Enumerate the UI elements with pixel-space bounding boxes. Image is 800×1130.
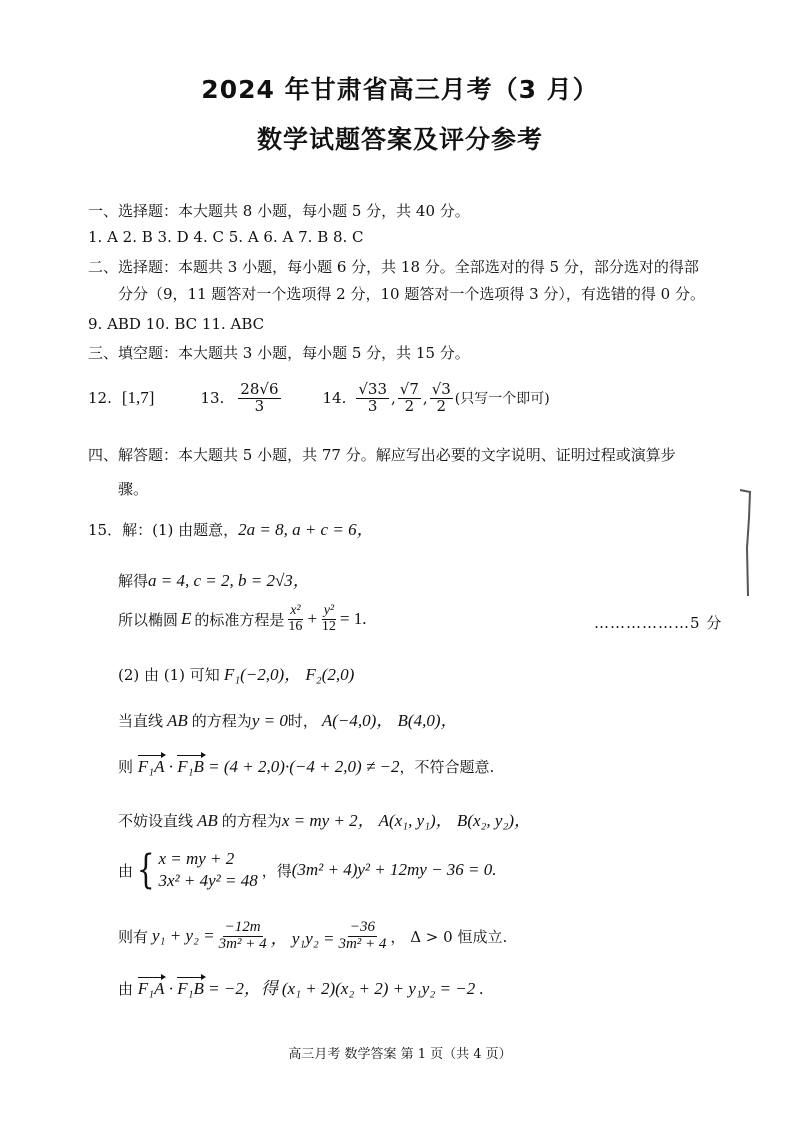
q15-l9-frac-2-num: −36 — [349, 919, 375, 935]
q15-l5-AB: AB — [167, 711, 188, 730]
section3-answers: 12. [1,7] 13. $\frac{28√6}{3}$ 14. $\frac{√33}{3}$ , $\frac{√7}{2}$ , $\frac{√3}{2}$ (只写一个即可) — [88, 380, 550, 415]
q15-l3-frac-y — [320, 604, 338, 634]
q15-l4-text: (2) 由 (1) 可知 — [118, 666, 220, 684]
q15-l7-text: 不妨设直线 — [118, 812, 194, 830]
q15-line-6 — [118, 756, 494, 777]
q15-l7-mid: 的方程为 — [221, 812, 282, 830]
q13-label: 13. — [200, 389, 225, 408]
q15-line-5 — [118, 706, 458, 731]
q15-line-2 — [118, 566, 310, 591]
q14-note: (只写一个即可) — [454, 391, 550, 408]
q15-l9-text: 则有 — [118, 927, 149, 946]
q15-l9-frac-2-den: 3m² + 4 — [338, 935, 387, 952]
q15-l5-tail: 时， — [287, 712, 318, 730]
q14-f2-numerator: √7 — [399, 380, 419, 398]
q15-l3-E: E — [181, 609, 192, 629]
section4-heading-line2: 骤。 — [118, 480, 149, 498]
q14-f1-denominator: 3 — [367, 396, 378, 415]
q15-l8-eq2: 3x² + 4y² = 48 — [158, 871, 258, 891]
q13-fraction — [238, 382, 280, 415]
section2-heading-line1: 二、选择题：本题共 3 小题，每小题 6 分，共 18 分。全部选对的得 5 分，部分选对的得部 — [88, 258, 699, 276]
q14-f3-denominator: 2 — [436, 396, 447, 415]
q15-l4-math: F₁(−2,0)， F₂(2,0) — [223, 665, 355, 684]
q15-l7-AB: AB — [197, 811, 218, 830]
section1-heading: 一、选择题：本大题共 8 小题，每小题 5 分，共 40 分。 — [88, 202, 470, 220]
q15-l3-frac-x-den: 16 — [288, 618, 303, 634]
q15-l8-math: (3m² + 4)y² + 12my − 36 = 0. — [291, 860, 497, 880]
q15-l8-text: 由 — [118, 861, 134, 880]
q15-l1-math: 2a = 8, a + c = 6， — [238, 520, 374, 539]
q14-fraction-1 — [356, 382, 389, 415]
q15-l6-tail: ，不符合题意. — [399, 758, 495, 776]
q14-fraction-2 — [398, 382, 421, 415]
q15-l8-eq1: x = my + 2 — [158, 849, 235, 868]
q15-l3-mid: 的标准方程是 — [194, 610, 285, 629]
q15-l3-text: 所以椭圆 — [118, 610, 179, 629]
q15-l9-frac-1 — [217, 920, 269, 953]
q15-l8-system — [158, 848, 257, 892]
system-brace-icon: { — [136, 847, 155, 894]
q15-l5-math: y = 0 — [251, 711, 288, 730]
section4-heading-line1: 四、解答题：本大题共 5 小题，共 77 分。解应写出必要的文字说明、证明过程或演算步 — [88, 446, 676, 464]
q15-line-7 — [118, 806, 531, 831]
q15-line-9 — [118, 920, 507, 953]
q12-label: 12. — [88, 389, 112, 408]
q15-l6-dot: · — [164, 757, 178, 776]
q15-l6-math: = (4 + 2,0)·(−4 + 2,0) ≠ −2 — [203, 757, 400, 776]
q13-numerator: 28√6 — [240, 380, 279, 398]
q15-score-mark: ………………5 分 — [594, 614, 723, 632]
q15-l10-math: = −2，得 — [203, 979, 278, 998]
q15-l5-text: 当直线 — [118, 712, 164, 730]
q15-l2-text: 解得 — [118, 572, 149, 590]
q15-l7-math: x = my + 2， A(x₁, y₁)， B(x₂, y₂)， — [281, 811, 532, 830]
q15-l2-math: a = 4, c = 2, b = 2√3， — [148, 571, 310, 590]
q15-line-3: 所以椭圆 E 的标准方程是 $\frac{\text{x²}}{16}$ + $\frac{\text{y²}}{12}$ = 1. — [118, 603, 367, 634]
q15-l1-text: 15．解：(1) 由题意， — [88, 521, 239, 539]
page-title: 2024 年甘肃省高三月考（3 月） — [201, 75, 599, 104]
q14-fraction-3 — [430, 382, 453, 415]
q15-l6-vector-1: F₁A — [137, 757, 165, 776]
section1-answers: 1. A 2. B 3. D 4. C 5. A 6. A 7. B 8. C — [88, 228, 364, 246]
q15-l10-math2: (x₁ + 2)(x₂ + 2) + y₁y₂ = −2 . — [281, 979, 484, 998]
q14-f1-numerator: √33 — [358, 380, 388, 398]
q15-l9-tail: ， Δ > 0 恒成立. — [390, 927, 508, 946]
q15-l10-dot: · — [164, 979, 178, 998]
q15-l3-tail: = 1. — [339, 609, 367, 629]
q15-l3-frac-x-num: x² — [290, 603, 301, 618]
q15-line-1 — [88, 515, 374, 540]
page-subtitle: 数学试题答案及评分参考 — [256, 125, 543, 154]
q15-l6-text: 则 — [118, 758, 134, 776]
q15-l9-math2: ， y₁y₂ = — [270, 928, 335, 948]
q13-denominator: 3 — [254, 396, 265, 415]
q14-f2-denominator: 2 — [404, 396, 415, 415]
q15-line-4 — [118, 660, 354, 685]
q15-l5-mid: 的方程为 — [191, 712, 252, 730]
q15-line-10 — [118, 974, 484, 999]
q15-l3-frac-x — [286, 604, 304, 634]
q14-f3-numerator: √3 — [431, 380, 451, 398]
q15-l10-vector-1: F₁A — [137, 979, 165, 998]
page-footer: 高三月考 数学答案 第 1 页（共 4 页） — [288, 1047, 512, 1062]
q15-l10-text: 由 — [118, 980, 134, 998]
q15-l5-points: A(−4,0)， B(4,0)， — [321, 711, 458, 730]
q14-label: 14. — [322, 389, 347, 408]
q12-answer: [1,7] — [121, 388, 155, 408]
section2-heading-line2: 分分（9，11 题答对一个选项得 2 分，10 题答对一个选项得 3 分），有选错的得 0 分。 — [118, 285, 705, 303]
q15-l3-frac-y-num: y² — [323, 603, 335, 618]
q15-l9-math1: y₁ + y₂ = — [152, 926, 215, 946]
section3-heading: 三、填空题：本大题共 3 小题，每小题 5 分，共 15 分。 — [88, 344, 470, 362]
q15-l9-frac-2 — [336, 920, 388, 953]
q15-l9-frac-1-den: 3m² + 4 — [218, 935, 267, 952]
q15-l8-mid: ，得 — [261, 861, 292, 880]
q15-line-8 — [118, 848, 497, 892]
scan-mark-icon — [738, 488, 752, 598]
q15-l9-frac-1-num: −12m — [224, 919, 261, 935]
section2-answers: 9. ABD 10. BC 11. ABC — [88, 315, 265, 333]
q15-l6-vector-2: F₁B — [177, 757, 204, 776]
q15-l10-vector-2: F₁B — [177, 979, 204, 998]
q15-l3-frac-y-den: 12 — [321, 618, 336, 634]
